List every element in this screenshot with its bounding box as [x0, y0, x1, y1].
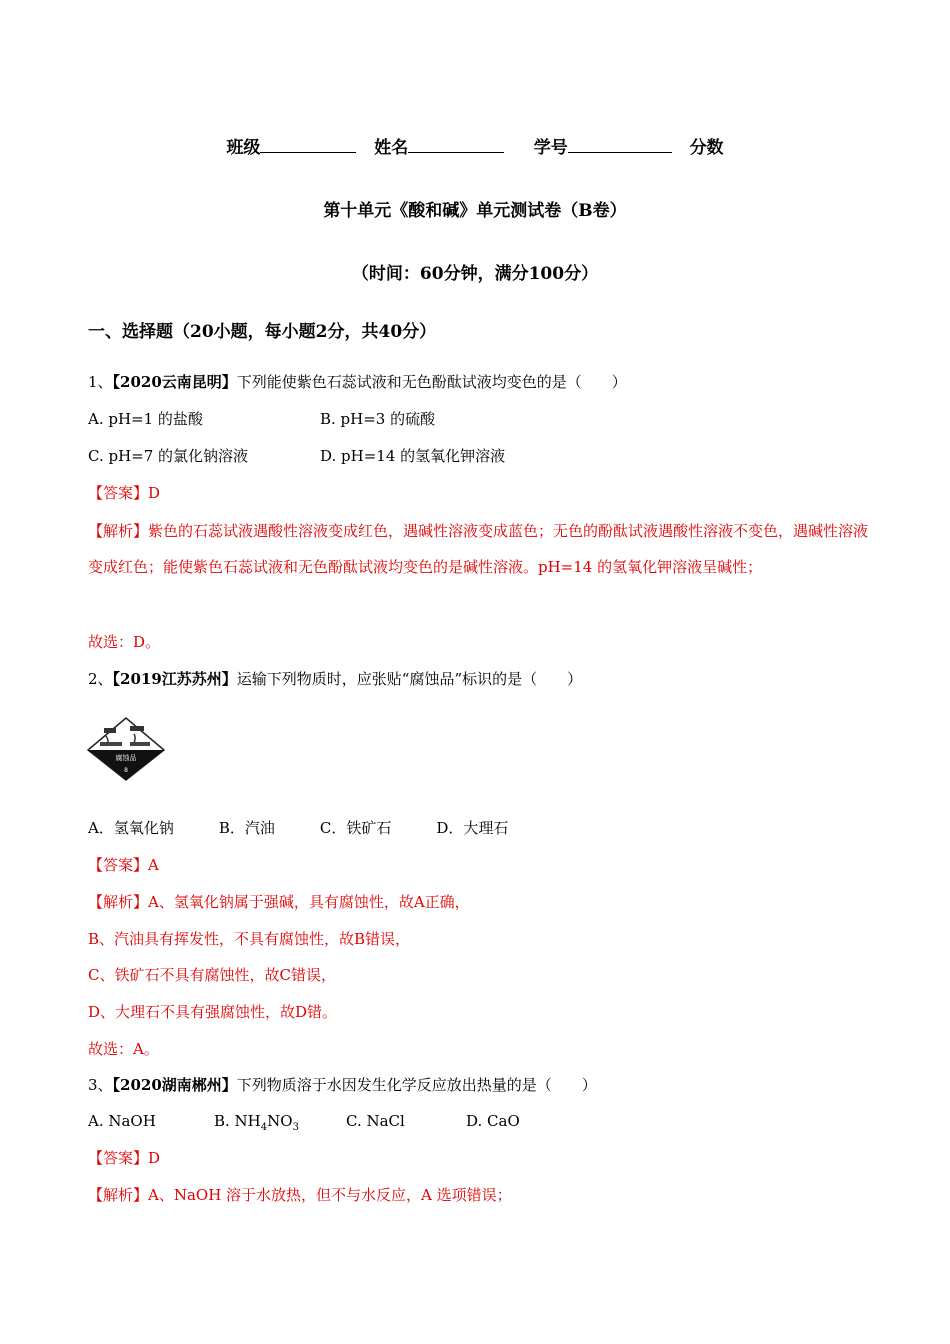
formula-subscript: 3 — [292, 1122, 299, 1133]
q1-option-b: B. pH=3 的硫酸 — [320, 410, 436, 428]
q3-option-a: A. NaOH — [88, 1112, 156, 1130]
name-label: 姓名 — [374, 138, 409, 158]
q3-option-c: C. NaCl — [346, 1112, 405, 1130]
q2-answer: 【答案】A — [88, 856, 159, 874]
q3-analysis: 【解析】A、NaOH 溶于水放热，但不与水反应，A 选项错误； — [88, 1186, 512, 1204]
q2-conclusion: 故选：A。 — [88, 1040, 159, 1058]
number-blank[interactable] — [568, 138, 672, 153]
q1-option-d: D. pH=14 的氢氧化钾溶液 — [320, 447, 506, 465]
formula-part: B. NH — [214, 1112, 261, 1130]
q1-answer: 【答案】D — [88, 484, 161, 502]
name-blank[interactable] — [408, 138, 504, 153]
question-source: 【2019江苏苏州】 — [112, 670, 237, 688]
q2-analysis-d: D、大理石不具有强腐蚀性，故D错。 — [88, 1003, 338, 1021]
question-number: 1、 — [88, 373, 113, 391]
question-source: 【2020云南昆明】 — [112, 373, 237, 391]
q3-answer: 【答案】D — [88, 1149, 161, 1167]
q1-option-c: C. pH=7 的氯化钠溶液 — [88, 447, 249, 465]
q2-options: A．氢氧化钠 B．汽油 C．铁矿石 D．大理石 — [88, 819, 509, 837]
question-stem: 下列能使紫色石蕊试液和无色酚酞试液均变色的是（ ） — [236, 373, 627, 391]
question-2 — [88, 669, 582, 689]
q3-option-b — [214, 1111, 299, 1138]
sign-label: 腐蚀品 — [115, 754, 137, 762]
q2-analysis-a: 【解析】A、氢氧化钠属于强碱，具有腐蚀性，故A正确， — [88, 893, 470, 911]
question-number: 2、 — [88, 670, 113, 688]
class-blank[interactable] — [260, 138, 356, 153]
q1-analysis: 【解析】紫色的石蕊试液遇酸性溶液变成红色，遇碱性溶液变成蓝色；无色的酚酞试液遇酸性溶液不变色，遇碱性溶液变成红色；能使紫色石蕊试液和无色酚酞试液均变色的是碱性溶液。pH=14 的氢氧化钾溶液呈碱性； — [88, 522, 869, 576]
q2-analysis-c: C、铁矿石不具有腐蚀性，故C错误， — [88, 966, 336, 984]
q1-option-a: A. pH=1 的盐酸 — [88, 410, 203, 428]
question-3 — [88, 1075, 597, 1095]
score-label: 分数 — [689, 138, 724, 158]
number-label: 学号 — [533, 138, 568, 158]
question-number: 3、 — [88, 1076, 113, 1094]
sign-number: 8 — [124, 767, 128, 774]
page-title: 第十单元《酸和碱》单元测试卷（B卷） — [323, 201, 627, 221]
section-heading: 一、选择题（20小题，每小题2分，共40分） — [88, 322, 437, 342]
question-stem: 下列物质溶于水因发生化学反应放出热量的是（ ） — [236, 1076, 597, 1094]
q3-option-d: D. CaO — [466, 1112, 520, 1130]
question-source: 【2020湖南郴州】 — [112, 1076, 237, 1094]
formula-subscript: 4 — [260, 1122, 268, 1133]
question-1 — [88, 372, 627, 392]
question-stem: 运输下列物质时，应张贴“腐蚀品”标识的是（ ） — [236, 670, 583, 688]
page-subtitle: （时间：60分钟，满分100分） — [351, 264, 599, 284]
formula-part: NO — [267, 1112, 293, 1130]
student-info-line — [0, 133, 950, 158]
q1-conclusion: 故选：D。 — [88, 633, 161, 651]
class-label: 班级 — [226, 138, 261, 158]
corrosive-sign-icon — [86, 716, 166, 782]
q2-analysis-b: B、汽油具有挥发性，不具有腐蚀性，故B错误， — [88, 930, 411, 948]
